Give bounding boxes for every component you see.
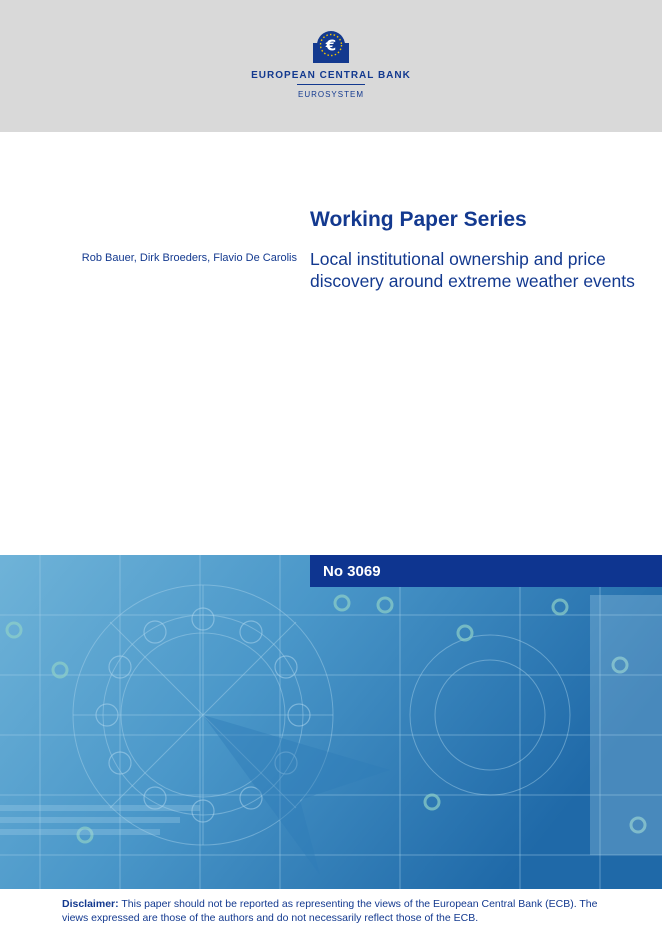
disclaimer <box>62 897 602 925</box>
ecb-euro-logo-icon <box>313 30 349 63</box>
bank-name: EUROPEAN CENTRAL BANK <box>251 70 411 81</box>
paper-number-bar <box>310 555 662 587</box>
paper-number: No 3069 <box>323 563 381 580</box>
cover-artwork <box>0 555 662 889</box>
disclaimer-text: This paper should not be reported as representing the views of the European Central Bank (ECB). The views expressed are those of the authors and do not necessarily reflect those of the ECB. <box>62 898 598 924</box>
authors: Rob Bauer, Dirk Broeders, Flavio De Carolis <box>81 252 297 264</box>
paper-title: Local institutional ownership and price discovery around extreme weather events <box>310 249 635 291</box>
eurosystem-label: EUROSYSTEM <box>297 90 364 99</box>
header-band <box>0 0 662 132</box>
logo-divider <box>297 84 365 85</box>
disclaimer-label: Disclaimer: <box>62 898 119 910</box>
euro-symbol: € <box>325 36 337 55</box>
series-title: Working Paper Series <box>310 208 527 231</box>
